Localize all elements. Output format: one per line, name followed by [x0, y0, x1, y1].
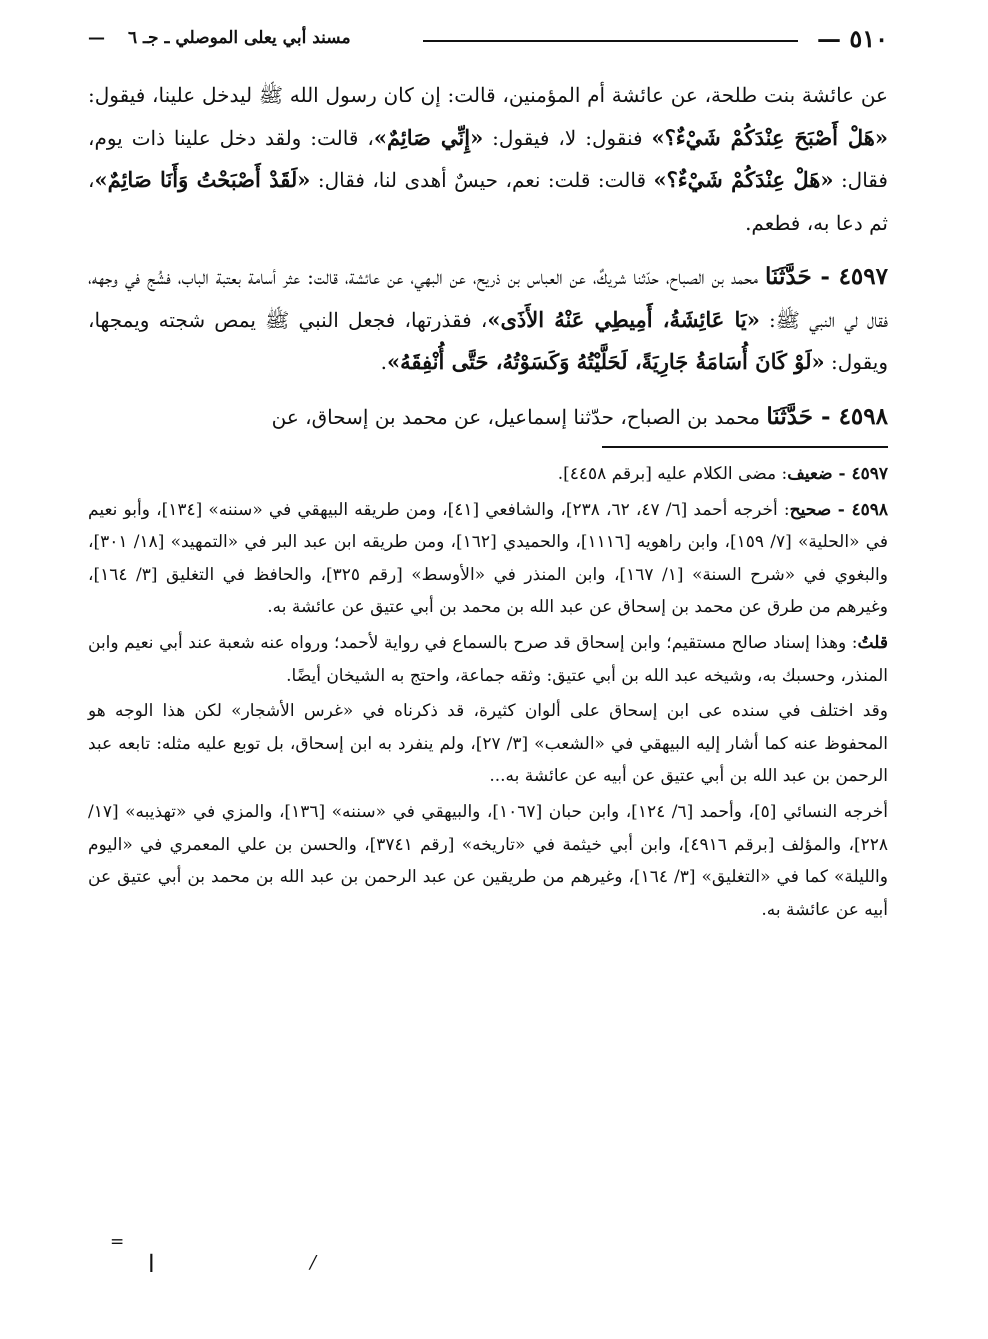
paragraph-hadith-4596-cont: [88, 74, 888, 244]
header-dash-left: —: [88, 28, 105, 48]
hadith-number: ٤٥٩٨: [838, 402, 888, 430]
text-segment: ، قالت: ولقد دخل علينا ذات يوم، فقال:: [88, 125, 888, 192]
prophetic-quote: «هَلْ أَصْبَحَ عِنْدَكُمْ شَيْءٌ؟»: [651, 124, 888, 150]
prophetic-quote: «هَلْ عِنْدَكُمْ شَيْءٌ؟»: [653, 167, 834, 192]
main-text: [88, 74, 888, 438]
text-segment: ، فقذرتها، فجعل النبي ﷺ يمص شجته ويمجها، ويقول:: [88, 307, 888, 374]
footnote-text: وقد اختلف في سنده عى ابن إسحاق على ألوان كثيرة، قد ذكرناه في «غرس الأشجار» لكن هذا الوجه هو المحفوظ عنه كما أشار إليه البيهقي في «الشعب» [٣/ ٢٧]، ولم ينفرد به ابن إسحاق، بل توبع عليه مثله: تابعه عبد الرحمن بن عبد الله بن أبي عتيق عن أبيه عن عائشة به...: [88, 701, 888, 787]
book-page: [88, 22, 888, 926]
hadith-lead-word: - حَدَّثَنَا: [766, 402, 839, 430]
footnote-text: أخرجه النسائي [٥]، وأحمد [٦/ ١٢٤]، وابن حبان [١٠٦٧]، والبيهقي في «سننه» [١٣٦]، والمزي في «تهذيبه» [١٧/ ٢٢٨]، والمؤلف [برقم ٤٩١٦]، وابن أبي خيثمة في «تاريخه» [رقم ٣٧٤١]، والحسن بن علي المعمري في «اليوم والليلة» كما في «التغليق» [٣/ ١٦٤]، وغيرهم من طريقين عن عبد الرحمن بن عبد الله بن محمد بن أبي عتيق عن أبيه عن عائشة به.: [88, 801, 888, 920]
hadith-number: ٤٥٩٧: [838, 263, 888, 290]
running-header: [88, 22, 888, 56]
text-segment: عن عائشة بنت طلحة، عن عائشة أم المؤمنين، قالت: إن كان رسول الله ﷺ ليدخل علينا، فيقول:: [88, 83, 888, 107]
prophetic-quote: «إِنِّي صَائِمٌ»: [373, 124, 484, 150]
footnote-heading: ٤٥٩٧ - ضعيف: [787, 464, 888, 484]
footnote-heading: قلتُ: [857, 632, 888, 653]
text-segment: فنقول: لا، فيقول:: [483, 125, 652, 150]
footnote-separator: [602, 446, 888, 448]
footnote-variant-note: [88, 695, 888, 793]
continuation-mark: =: [110, 1232, 125, 1252]
text-segment: قالت: قلت: نعم، حيسٌ أهدى لنا، فقال:: [310, 168, 654, 192]
text-segment: .: [380, 350, 387, 374]
header-rule: [423, 40, 798, 42]
hadith-lead-word: - حَدَّثَنَا: [765, 263, 839, 290]
page-number: [817, 24, 888, 53]
text-segment: ، ثم دعا به، فطعم.: [88, 168, 888, 235]
prophetic-quote: «يَا عَائِشَةُ، أَمِيطِي عَنْهُ الأَذَى»: [487, 306, 760, 332]
footnote-takhrij: [88, 796, 888, 926]
footnotes: [88, 458, 888, 926]
page-number-text: ٥١٠: [849, 24, 888, 53]
footnote-comment: [88, 627, 888, 692]
footnote-4598: [88, 494, 888, 624]
footnote-text: : مضى الكلام عليه [برقم ٤٤٥٨].: [557, 464, 788, 484]
handwritten-mark: ا: [148, 1250, 155, 1278]
footnote-text: : أخرجه أحمد [٦/ ٤٧، ٦٢، ٢٣٨]، والشافعي [٤١]، ومن طريقه البيهقي في «سننه» [١٣٤]، وأبو نعيم في «الحلية» [٧/ ١٥٩]، وابن راهويه [١١١٦]، والحميدي [١٦٢]، ومن طريقه ابن عبد البر في «التمهيد» [١٨/ ٣٠١]، والبغوي في «شرح السنة» [١/ ١٦٧]، وابن المنذر في «الأوسط» [رقم ٣٢٥]، والحافظ في التغليق [٣/ ١٦٤]، وغيرهم من طرق عن محمد بن إسحاق عن عبد الله بن محمد بن أبي عتيق عن عائشة به.: [88, 499, 888, 618]
header-dash-right: —: [816, 24, 841, 53]
prophetic-quote: «لَوْ كَانَ أُسَامَةُ جَارِيَةً، لَحَلَّيْتُهُ وَكَسَوْتُهُ، حَتَّى أُنْفِقَهُ»: [387, 349, 825, 374]
handwritten-mark: /: [310, 1252, 317, 1273]
footnote-text: : وهذا إسناد صالح مستقيم؛ وابن إسحاق قد صرح بالسماع في رواية لأحمد؛ ورواه عنه شعبة عند أبي نعيم وابن المنذر، وحسبك به، وشيخه عبد الله بن أبي عتيق: وثقه جماعة، واحتج به الشيخان أيضًا.: [88, 632, 888, 686]
paragraph-hadith-4598: [88, 396, 888, 439]
footnote-4597: [88, 458, 888, 491]
text-segment: محمد بن الصباح، حدّثنا إسماعيل، عن محمد بن إسحاق، عن: [271, 404, 767, 429]
book-title: مسند أبي يعلى الموصلي ـ جـ ٦: [128, 28, 351, 48]
text-segment: محمد بن الصباح، حدّثنا شريكٌ، عن العباس بن ذريح، عن البهي، عن عائشة، قالت: عثر أسامة بعتبة الباب، فشُج في وجهه، فقال لي النبي ﷺ:: [88, 265, 888, 332]
paragraph-hadith-4597: [88, 256, 888, 384]
footnote-heading: ٤٥٩٨ - صحيح: [789, 499, 889, 520]
prophetic-quote: «لَقَدْ أَصْبَحْتُ وَأَنَا صَائِمٌ»: [94, 167, 311, 192]
